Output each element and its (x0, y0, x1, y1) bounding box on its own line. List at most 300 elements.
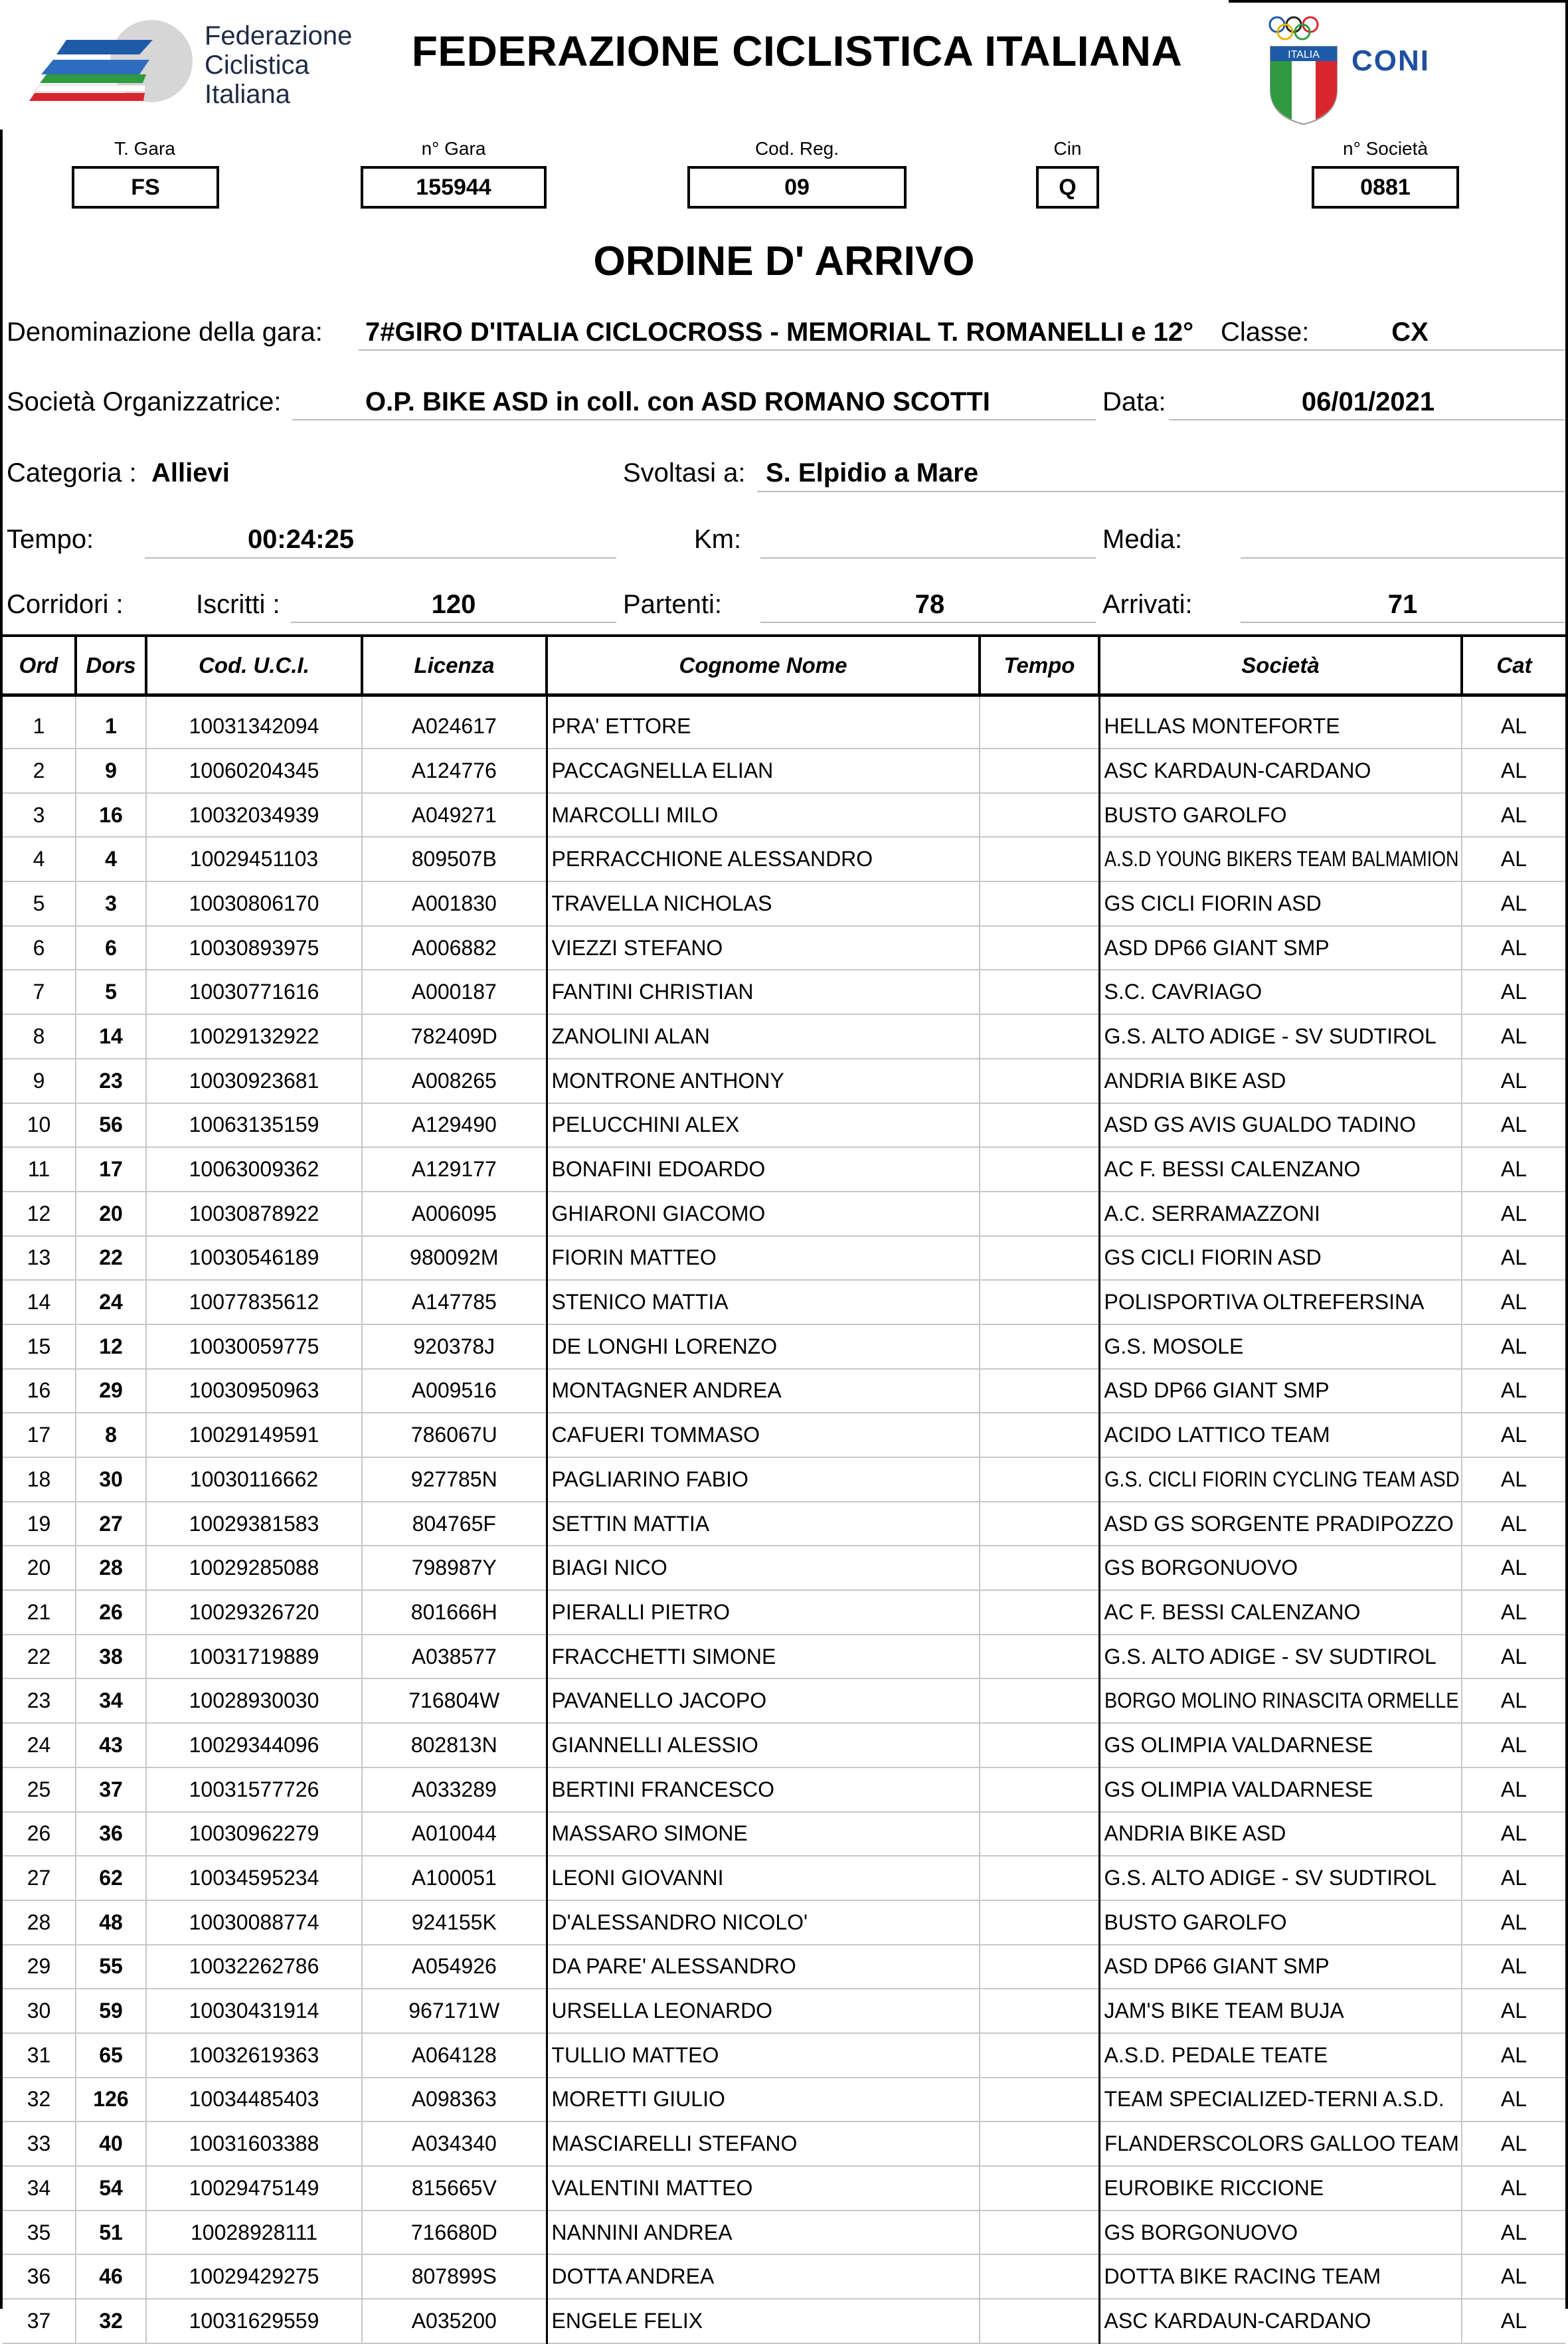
societa-text: G.S. ALTO ADIGE - SV SUDTIROL (1104, 1866, 1437, 1890)
cell-licenza: A001830 (362, 881, 547, 926)
cell-licenza: A035200 (362, 2299, 547, 2343)
cell-name: PIERALLI PIETRO (547, 1590, 980, 1635)
cell-dors: 20 (76, 1192, 146, 1236)
cell-cod-uci: 10030806170 (146, 881, 362, 926)
cell-societa (1099, 881, 1462, 926)
col-header-societa: Società (1099, 636, 1462, 695)
cell-dors: 8 (76, 1413, 146, 1457)
societa-text: HELLAS MONTEFORTE (1104, 714, 1340, 738)
cell-licenza: 802813N (362, 1723, 547, 1767)
location-label: Svoltasi a: (623, 458, 746, 488)
table-row (3, 1856, 1565, 1900)
cell-name: GHIARONI GIACOMO (547, 1192, 980, 1236)
cell-cat: AL (1462, 1723, 1565, 1767)
cell-tempo (980, 837, 1099, 881)
cell-tempo (980, 1147, 1099, 1192)
cell-cat: AL (1462, 1945, 1565, 1989)
cell-societa (1099, 1989, 1462, 2033)
table-row (3, 1147, 1565, 1192)
table-row (3, 1812, 1565, 1856)
cell-dors: 51 (76, 2210, 146, 2255)
cell-cod-uci: 10031603388 (146, 2121, 362, 2166)
federation-title: FEDERAZIONE CICLISTICA ITALIANA (411, 27, 1183, 75)
cell-cat: AL (1462, 1856, 1565, 1900)
cell-ord: 31 (3, 2033, 76, 2078)
cell-ord: 11 (3, 1147, 76, 1192)
cell-name: MASSARO SIMONE (547, 1812, 980, 1856)
cell-ord: 23 (3, 1678, 76, 1723)
cell-licenza: 807899S (362, 2254, 547, 2299)
cell-tempo (980, 2210, 1099, 2255)
societa-text: DOTTA BIKE RACING TEAM (1104, 2264, 1381, 2289)
cell-name: MARCOLLI MILO (547, 793, 980, 838)
cell-tempo (980, 1059, 1099, 1103)
race-name-label: Denominazione della gara: (7, 317, 323, 347)
cell-ord: 15 (3, 1324, 76, 1369)
societa-text: G.S. ALTO ADIGE - SV SUDTIROL (1104, 1644, 1437, 1668)
cell-cat: AL (1462, 1280, 1565, 1324)
cell-name: VIEZZI STEFANO (547, 926, 980, 970)
societa-text: AC F. BESSI CALENZANO (1104, 1599, 1361, 1624)
cell-licenza: A129177 (362, 1147, 547, 1192)
time-value: 00:24:25 (247, 525, 355, 554)
cell-licenza: 804765F (362, 1502, 547, 1546)
cell-societa (1099, 970, 1462, 1014)
cell-licenza: A000187 (362, 970, 547, 1014)
cell-ord: 1 (3, 695, 76, 749)
cell-societa (1099, 1280, 1462, 1324)
cell-cod-uci: 10030878922 (146, 1192, 362, 1236)
cell-tempo (980, 1369, 1099, 1413)
societa-text: FLANDERSCOLORS GALLOO TEAM (1104, 2131, 1459, 2156)
table-row (3, 2121, 1565, 2166)
cell-ord: 9 (3, 1059, 76, 1103)
cell-cat: AL (1462, 837, 1565, 881)
cell-dors: 37 (76, 1767, 146, 1812)
cell-dors: 23 (76, 1059, 146, 1103)
cell-societa (1099, 1413, 1462, 1457)
cell-societa (1099, 1856, 1462, 1900)
cell-tempo (980, 2033, 1099, 2078)
cell-dors: 30 (76, 1457, 146, 1502)
cell-dors: 28 (76, 1546, 146, 1590)
cell-name: PRA' ETTORE (547, 695, 980, 749)
table-row (3, 970, 1565, 1014)
col-header-tempo: Tempo (980, 636, 1099, 695)
cell-dors: 46 (76, 2254, 146, 2299)
cell-name: FRACCHETTI SIMONE (547, 1635, 980, 1679)
cell-cat: AL (1462, 1147, 1565, 1192)
code-label-n-societa: n° Società (1343, 138, 1428, 159)
societa-text: GS OLIMPIA VALDARNESE (1104, 1732, 1373, 1757)
societa-text: BORGO MOLINO RINASCITA ORMELLE (1104, 1688, 1459, 1713)
cell-licenza: A006882 (362, 926, 547, 970)
table-row (3, 1014, 1565, 1059)
cell-societa (1099, 2254, 1462, 2299)
starters-value: 78 (915, 590, 945, 619)
cell-cod-uci: 10030962279 (146, 1812, 362, 1856)
cell-cat: AL (1462, 1457, 1565, 1502)
cell-cod-uci: 10030950963 (146, 1369, 362, 1413)
cell-licenza: A008265 (362, 1059, 547, 1103)
cell-societa (1099, 1369, 1462, 1413)
organizer-value: O.P. BIKE ASD in coll. con ASD ROMANO SCOTTI (365, 387, 990, 416)
cell-licenza: A006095 (362, 1192, 547, 1236)
cell-tempo (980, 1502, 1099, 1546)
cell-name: PAVANELLO JACOPO (547, 1678, 980, 1723)
table-row (3, 1103, 1565, 1148)
cell-tempo (980, 1723, 1099, 1767)
cell-ord: 28 (3, 1900, 76, 1945)
table-row (3, 1280, 1565, 1324)
cell-dors: 36 (76, 1812, 146, 1856)
cell-dors: 6 (76, 926, 146, 970)
cell-name: PERRACCHIONE ALESSANDRO (547, 837, 980, 881)
cell-cod-uci: 10032262786 (146, 1945, 362, 1989)
cell-dors: 16 (76, 793, 146, 838)
code-box-cod-reg: 09 (687, 166, 907, 209)
cell-cat: AL (1462, 1678, 1565, 1723)
cell-tempo (980, 695, 1099, 749)
cell-licenza: A049271 (362, 793, 547, 838)
col-header-cognome-nome: Cognome Nome (547, 636, 980, 695)
table-row (3, 2033, 1565, 2078)
cell-licenza: 927785N (362, 1457, 547, 1502)
cell-dors: 40 (76, 2121, 146, 2166)
class-value: CX (1391, 317, 1429, 347)
cell-cat: AL (1462, 2254, 1565, 2299)
finishers-value: 71 (1387, 590, 1418, 619)
cell-cod-uci: 10030923681 (146, 1059, 362, 1103)
cell-licenza: A054926 (362, 1945, 547, 1989)
cell-cod-uci: 10077835612 (146, 1280, 362, 1324)
fci-logo (27, 13, 353, 120)
cell-cod-uci: 10028930030 (146, 1678, 362, 1723)
cell-tempo (980, 1856, 1099, 1900)
societa-text: JAM'S BIKE TEAM BUJA (1104, 1999, 1344, 2023)
cell-societa (1099, 1147, 1462, 1192)
cell-societa (1099, 2166, 1462, 2210)
cell-name: FIORIN MATTEO (547, 1236, 980, 1281)
col-header-cod-uci: Cod. U.C.I. (146, 636, 362, 695)
cell-dors: 12 (76, 1324, 146, 1369)
table-row (3, 1989, 1565, 2033)
societa-text: ANDRIA BIKE ASD (1104, 1068, 1286, 1093)
cell-licenza: A010044 (362, 1812, 547, 1856)
cell-tempo (980, 1546, 1099, 1590)
cell-societa (1099, 1457, 1462, 1502)
cell-name: URSELLA LEONARDO (547, 1989, 980, 2033)
cell-name: NANNINI ANDREA (547, 2210, 980, 2255)
cell-licenza: 967171W (362, 1989, 547, 2033)
cell-societa (1099, 1502, 1462, 1546)
cell-name: FANTINI CHRISTIAN (547, 970, 980, 1014)
col-header-ord: Ord (3, 636, 76, 695)
cell-cod-uci: 10030771616 (146, 970, 362, 1014)
cell-tempo (980, 1678, 1099, 1723)
table-row (3, 1635, 1565, 1679)
cell-societa (1099, 2121, 1462, 2166)
cell-tempo (980, 926, 1099, 970)
societa-text: ASD DP66 GIANT SMP (1104, 1378, 1330, 1403)
societa-text: A.S.D YOUNG BIKERS TEAM BALMAMION (1104, 847, 1459, 871)
cell-dors: 55 (76, 1945, 146, 1989)
cell-tempo (980, 2121, 1099, 2166)
class-label: Classe: (1221, 317, 1310, 347)
cell-licenza: 924155K (362, 1900, 547, 1945)
cell-cod-uci: 10029132922 (146, 1014, 362, 1059)
cell-societa (1099, 2299, 1462, 2343)
cell-societa (1099, 837, 1462, 881)
cell-ord: 25 (3, 1767, 76, 1812)
cell-societa (1099, 1767, 1462, 1812)
cell-cod-uci: 10031577726 (146, 1767, 362, 1812)
cell-tempo (980, 1192, 1099, 1236)
societa-text: GS CICLI FIORIN ASD (1104, 1245, 1322, 1270)
cell-cod-uci: 10030893975 (146, 926, 362, 970)
cell-licenza: A038577 (362, 1635, 547, 1679)
societa-text: ASD GS SORGENTE PRADIPOZZO (1104, 1511, 1454, 1536)
cell-cat: AL (1462, 749, 1565, 793)
cell-licenza: A098363 (362, 2078, 547, 2122)
cell-name: SETTIN MATTIA (547, 1502, 980, 1546)
cell-cat: AL (1462, 2078, 1565, 2122)
cell-dors: 29 (76, 1369, 146, 1413)
cell-ord: 33 (3, 2121, 76, 2166)
cell-dors: 38 (76, 1635, 146, 1679)
cell-cat: AL (1462, 793, 1565, 838)
cell-tempo (980, 1280, 1099, 1324)
cell-cod-uci: 10028928111 (146, 2210, 362, 2255)
cell-licenza: 716680D (362, 2210, 547, 2255)
cell-dors: 56 (76, 1103, 146, 1148)
category-value: Allievi (151, 458, 230, 488)
cell-tempo (980, 1900, 1099, 1945)
table-row (3, 1502, 1565, 1546)
cell-societa (1099, 695, 1462, 749)
cell-cod-uci: 10031342094 (146, 695, 362, 749)
cell-cat: AL (1462, 2299, 1565, 2343)
cell-cod-uci: 10032619363 (146, 2033, 362, 2078)
cell-cod-uci: 10029429275 (146, 2254, 362, 2299)
cell-ord: 16 (3, 1369, 76, 1413)
societa-text: GS CICLI FIORIN ASD (1104, 891, 1322, 915)
cell-cat: AL (1462, 970, 1565, 1014)
cell-cat: AL (1462, 1236, 1565, 1281)
cell-tempo (980, 1590, 1099, 1635)
table-row (3, 2210, 1565, 2255)
enrolled-value: 120 (431, 590, 476, 619)
finishers-label: Arrivati: (1102, 590, 1193, 619)
cell-name: STENICO MATTIA (547, 1280, 980, 1324)
location-value: S. Elpidio a Mare (766, 458, 979, 488)
table-row (3, 793, 1565, 838)
societa-text: TEAM SPECIALIZED-TERNI A.S.D. (1104, 2087, 1444, 2112)
cell-ord: 22 (3, 1635, 76, 1679)
cell-cod-uci: 10030059775 (146, 1324, 362, 1369)
cell-tempo (980, 970, 1099, 1014)
cell-dors: 14 (76, 1014, 146, 1059)
table-row (3, 1723, 1565, 1767)
coni-logo-text: CONI (1351, 45, 1430, 77)
cell-name: PAGLIARINO FABIO (547, 1457, 980, 1502)
cell-licenza: 809507B (362, 837, 547, 881)
table-row (3, 1590, 1565, 1635)
cell-cat: AL (1462, 1812, 1565, 1856)
results-table (3, 634, 1565, 2344)
table-row (3, 1236, 1565, 1281)
societa-text: ANDRIA BIKE ASD (1104, 1821, 1286, 1846)
cell-cod-uci: 10060204345 (146, 749, 362, 793)
col-header-cat: Cat (1462, 636, 1565, 695)
cell-societa (1099, 1546, 1462, 1590)
cell-cat: AL (1462, 926, 1565, 970)
cell-cat: AL (1462, 1324, 1565, 1369)
table-row (3, 837, 1565, 881)
media-underline (1241, 520, 1565, 559)
code-box-cin: Q (1036, 166, 1099, 209)
cell-name: D'ALESSANDRO NICOLO' (547, 1900, 980, 1945)
cell-ord: 35 (3, 2210, 76, 2255)
societa-text: BUSTO GAROLFO (1104, 1910, 1287, 1934)
cell-dors: 43 (76, 1723, 146, 1767)
cell-societa (1099, 1059, 1462, 1103)
cell-dors: 27 (76, 1502, 146, 1546)
cell-name: DOTTA ANDREA (547, 2254, 980, 2299)
cell-ord: 32 (3, 2078, 76, 2122)
table-row (3, 1945, 1565, 1989)
cell-societa (1099, 926, 1462, 970)
cell-cod-uci: 10029326720 (146, 1590, 362, 1635)
cell-cod-uci: 10029344096 (146, 1723, 362, 1767)
societa-text: GS BORGONUOVO (1104, 2220, 1298, 2244)
cell-societa (1099, 2033, 1462, 2078)
cell-licenza: 716804W (362, 1678, 547, 1723)
cell-licenza: A129490 (362, 1103, 547, 1148)
cell-tempo (980, 1014, 1099, 1059)
cell-name: MONTRONE ANTHONY (547, 1059, 980, 1103)
cell-tempo (980, 1989, 1099, 2033)
cell-ord: 3 (3, 793, 76, 838)
cell-societa (1099, 793, 1462, 838)
table-row (3, 1059, 1565, 1103)
cell-cod-uci: 10031629559 (146, 2299, 362, 2343)
cell-licenza: 920378J (362, 1324, 547, 1369)
cell-cat: AL (1462, 1590, 1565, 1635)
cell-cat: AL (1462, 1103, 1565, 1148)
societa-text: ASC KARDAUN-CARDANO (1104, 2308, 1371, 2333)
cell-societa (1099, 2210, 1462, 2255)
race-name-value: 7#GIRO D'ITALIA CICLOCROSS - MEMORIAL T. ROMANELLI e 12° (365, 317, 1194, 347)
date-value: 06/01/2021 (1301, 387, 1435, 416)
cell-cod-uci: 10030546189 (146, 1236, 362, 1281)
cell-tempo (980, 2299, 1099, 2343)
code-label-cod-reg: Cod. Reg. (754, 138, 839, 159)
code-label-cin: Cin (1053, 138, 1082, 159)
table-row (3, 1900, 1565, 1945)
cell-tempo (980, 1812, 1099, 1856)
cell-cat: AL (1462, 1369, 1565, 1413)
cell-societa (1099, 1900, 1462, 1945)
page-frame-right (1565, 0, 1568, 2309)
cell-licenza: A033289 (362, 1767, 547, 1812)
cell-name: DA PARE' ALESSANDRO (547, 1945, 980, 1989)
cell-ord: 27 (3, 1856, 76, 1900)
fci-logo-line-1: Federazione (205, 21, 353, 50)
societa-text: G.S. CICLI FIORIN CYCLING TEAM ASD (1104, 1467, 1460, 1491)
fci-logo-line-3: Italiana (205, 80, 290, 109)
cell-cod-uci: 10030116662 (146, 1457, 362, 1502)
cell-societa (1099, 1590, 1462, 1635)
cell-cod-uci: 10032034939 (146, 793, 362, 838)
cell-ord: 26 (3, 1812, 76, 1856)
cell-licenza: A147785 (362, 1280, 547, 1324)
cell-dors: 65 (76, 2033, 146, 2078)
societa-text: ASD DP66 GIANT SMP (1104, 935, 1330, 960)
cell-licenza: 782409D (362, 1014, 547, 1059)
cell-ord: 20 (3, 1546, 76, 1590)
cell-ord: 2 (3, 749, 76, 793)
cell-ord: 34 (3, 2166, 76, 2210)
cell-name: TULLIO MATTEO (547, 2033, 980, 2078)
cell-ord: 4 (3, 837, 76, 881)
cell-name: GIANNELLI ALESSIO (547, 1723, 980, 1767)
cell-dors: 1 (76, 695, 146, 749)
cell-licenza: 980092M (362, 1236, 547, 1281)
category-label: Categoria : (7, 458, 137, 488)
societa-text: GS BORGONUOVO (1104, 1556, 1298, 1580)
cell-cod-uci: 10029285088 (146, 1546, 362, 1590)
riders-label: Corridori : (7, 590, 124, 619)
cell-cat: AL (1462, 1989, 1565, 2033)
cell-name: BERTINI FRANCESCO (547, 1767, 980, 1812)
cell-cat: AL (1462, 2166, 1565, 2210)
fci-logo-line-2: Ciclistica (205, 50, 309, 80)
societa-text: GS OLIMPIA VALDARNESE (1104, 1777, 1373, 1801)
cell-ord: 13 (3, 1236, 76, 1281)
cell-name: BIAGI NICO (547, 1546, 980, 1590)
table-row (3, 1369, 1565, 1413)
table-row (3, 1192, 1565, 1236)
cell-dors: 32 (76, 2299, 146, 2343)
cell-ord: 36 (3, 2254, 76, 2299)
cell-societa (1099, 1236, 1462, 1281)
cell-ord: 21 (3, 1590, 76, 1635)
cell-tempo (980, 881, 1099, 926)
cell-licenza: 798987Y (362, 1546, 547, 1590)
table-row (3, 1546, 1565, 1590)
table-header-row (3, 636, 1565, 695)
cell-cod-uci: 10030431914 (146, 1989, 362, 2033)
societa-text: BUSTO GAROLFO (1104, 802, 1287, 827)
cell-ord: 30 (3, 1989, 76, 2033)
cell-cod-uci: 10063009362 (146, 1147, 362, 1192)
cell-licenza: A034340 (362, 2121, 547, 2166)
cell-cod-uci: 10063135159 (146, 1103, 362, 1148)
cell-tempo (980, 2078, 1099, 2122)
societa-text: G.S. ALTO ADIGE - SV SUDTIROL (1104, 1024, 1437, 1048)
fci-logo-text (205, 21, 352, 109)
cell-tempo (980, 749, 1099, 793)
cell-name: BONAFINI EDOARDO (547, 1147, 980, 1192)
cell-societa (1099, 1014, 1462, 1059)
cell-cod-uci: 10029475149 (146, 2166, 362, 2210)
cell-name: ENGELE FELIX (547, 2299, 980, 2343)
cell-cod-uci: 10029381583 (146, 1502, 362, 1546)
cell-ord: 17 (3, 1413, 76, 1457)
cell-dors: 34 (76, 1678, 146, 1723)
cell-ord: 19 (3, 1502, 76, 1546)
